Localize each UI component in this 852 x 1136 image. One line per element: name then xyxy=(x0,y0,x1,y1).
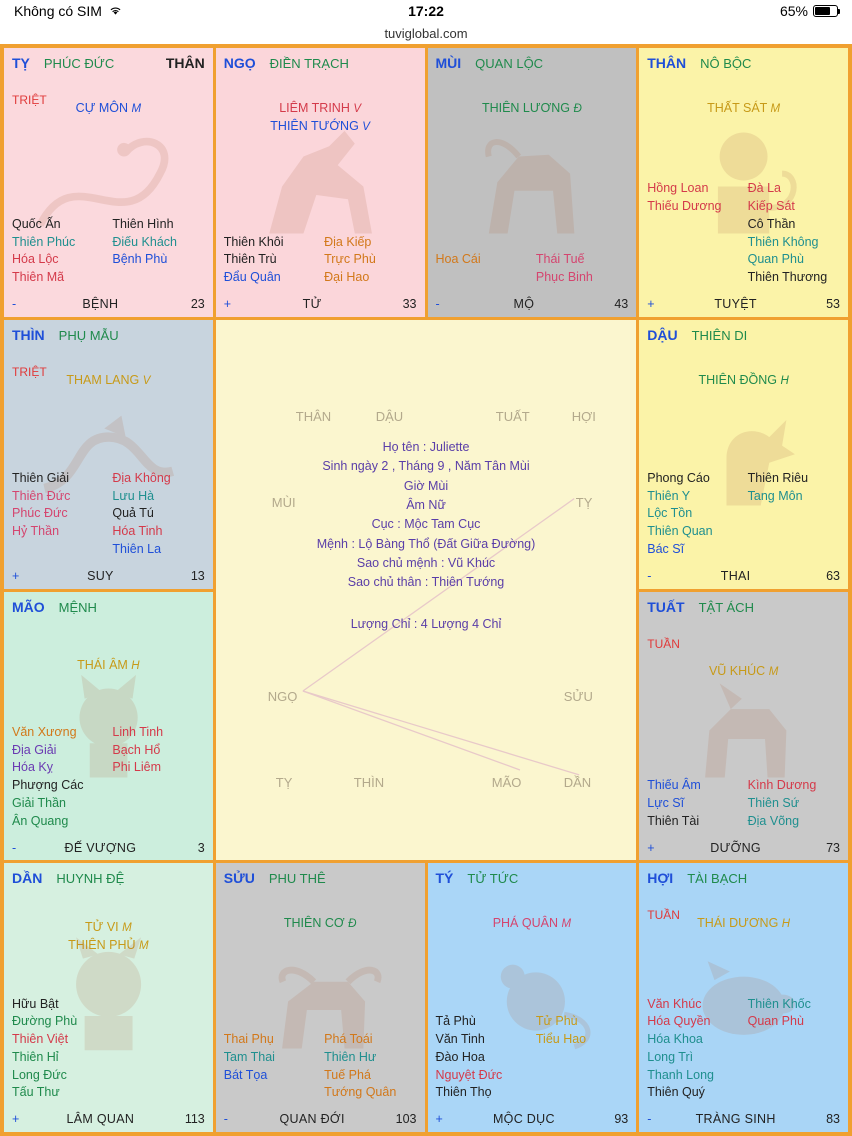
major-star: THIÊN CƠ Đ xyxy=(283,916,357,931)
star: Thiếu Dương xyxy=(647,199,722,213)
age-number: 43 xyxy=(614,297,629,311)
astrology-chart-grid xyxy=(4,48,848,1132)
major-star: PHÁ QUÂN M xyxy=(492,916,572,931)
star: Lực Sĩ xyxy=(647,795,685,810)
life-phase: TỬ xyxy=(302,297,322,311)
center-branch-label: HỢI xyxy=(571,408,596,424)
star: Thiên Hư xyxy=(324,1049,377,1064)
minor-stars-right xyxy=(748,777,840,830)
star: Bệnh Phù xyxy=(112,252,168,267)
age-number: 63 xyxy=(826,568,840,583)
minor-stars xyxy=(436,1013,629,1102)
minor-stars-right xyxy=(748,470,840,559)
palace-footer xyxy=(436,1111,629,1129)
minor-stars xyxy=(12,996,205,1103)
palace-name: PHỤ MẪU xyxy=(58,327,119,343)
palace-footer xyxy=(647,568,840,586)
palace-footer xyxy=(647,296,840,314)
palace-name: MỆNH xyxy=(58,599,97,615)
star: Thiên Phúc xyxy=(12,234,76,249)
palace-branch: DẦN xyxy=(12,870,43,887)
star: Thiên Trù xyxy=(223,252,277,267)
life-phase: SUY xyxy=(87,568,114,583)
minor-stars-left xyxy=(12,216,104,287)
minor-stars xyxy=(224,234,417,287)
minor-stars xyxy=(12,724,205,831)
browser-url-bar[interactable] xyxy=(0,22,852,44)
star: Hóa Kỵ xyxy=(12,760,53,775)
palace-branch: TUẤT xyxy=(647,598,685,615)
palace-footer xyxy=(647,1111,840,1129)
minor-stars-right xyxy=(536,251,628,287)
life-phase: MỘ xyxy=(513,297,535,311)
minor-stars-right xyxy=(748,996,840,1103)
star: Hồng Loan xyxy=(647,181,709,196)
palace-hoi-tai-bach[interactable] xyxy=(639,863,848,1132)
palace-mui-quan-loc[interactable] xyxy=(428,48,637,317)
star: Hỷ Thần xyxy=(12,524,60,538)
age-number: 53 xyxy=(826,297,840,311)
carrier-label: Không có SIM xyxy=(14,3,102,19)
star: Long Đức xyxy=(12,1067,67,1082)
minor-stars-left xyxy=(12,996,104,1103)
palace-footer xyxy=(647,840,840,858)
astrology-chart-frame xyxy=(0,44,852,1136)
star: Bát Tọa xyxy=(223,1067,268,1082)
star: Long Trì xyxy=(647,1049,694,1064)
star: Thái Tuế xyxy=(535,252,585,267)
palace-branch: NGỌ xyxy=(223,55,256,71)
star: Thiên Mã xyxy=(12,270,65,284)
star: Quan Phù xyxy=(747,252,804,267)
palace-name: TỬ TỨC xyxy=(467,871,519,887)
palace-tuat-tat-ach[interactable] xyxy=(639,592,848,861)
palace-footer xyxy=(224,1111,417,1129)
polarity-sign: + xyxy=(647,297,655,311)
palace-name: PHÚC ĐỨC xyxy=(43,56,115,71)
star: Thiên Không xyxy=(747,234,819,249)
palace-footer xyxy=(224,296,417,314)
star: Hoa Cái xyxy=(435,252,481,267)
palace-name: QUAN LỘC xyxy=(475,56,544,71)
info-line: Âm Nữ xyxy=(406,497,446,512)
palace-header xyxy=(12,54,205,74)
palace-header xyxy=(436,869,629,889)
wifi-icon xyxy=(108,3,123,19)
palace-header xyxy=(436,54,629,74)
life-phase: ĐẾ VƯỢNG xyxy=(64,840,137,855)
info-line: Họ tên : Juliette xyxy=(382,439,470,454)
star: Cô Thần xyxy=(747,216,796,231)
palace-header xyxy=(647,869,840,889)
major-star: VŨ KHÚC M xyxy=(708,664,779,679)
minor-stars-left xyxy=(12,724,104,831)
star: Đường Phù xyxy=(12,1014,78,1029)
palace-suu-phu-the[interactable] xyxy=(216,863,425,1132)
center-branch-label: NGỌ xyxy=(267,688,298,704)
than-marker: THÂN xyxy=(165,55,205,71)
url-text: tuviglobal.com xyxy=(384,25,468,41)
polarity-sign: - xyxy=(12,840,17,855)
minor-stars xyxy=(436,251,629,287)
polarity-sign: + xyxy=(12,568,20,583)
clock: 17:22 xyxy=(408,3,444,19)
age-number: 23 xyxy=(190,297,205,311)
minor-stars xyxy=(224,1031,417,1102)
palace-name: TÀI BẠCH xyxy=(687,871,748,887)
star: Phượng Các xyxy=(12,778,84,792)
palace-ngo-dien-trach[interactable] xyxy=(216,48,425,317)
triet-marker: TRIỆT xyxy=(12,364,47,379)
major-stars xyxy=(436,100,629,118)
polarity-sign: - xyxy=(435,297,440,311)
star: Thiếu Âm xyxy=(647,778,701,792)
major-star: THIÊN TƯỚNG V xyxy=(270,118,370,133)
star: Thiên Thương xyxy=(747,270,828,284)
minor-stars xyxy=(647,470,840,559)
age-number: 73 xyxy=(826,840,840,855)
star: Thiên Hình xyxy=(112,216,174,231)
star: Thiên Thọ xyxy=(435,1085,492,1100)
battery-icon xyxy=(813,5,838,17)
tuan-marker: TUẦN xyxy=(647,908,680,923)
star: Địa Võng xyxy=(747,813,800,828)
minor-stars-right xyxy=(112,996,204,1103)
minor-stars-left xyxy=(647,470,739,559)
palace-header xyxy=(647,326,840,346)
star: Đẩu Quân xyxy=(223,270,281,284)
star: Quả Tú xyxy=(112,506,154,521)
palace-branch: MÃO xyxy=(12,598,45,615)
star: Hóa Lộc xyxy=(12,252,59,267)
major-star: CỰ MÔN M xyxy=(75,100,142,115)
minor-stars-left xyxy=(436,251,528,287)
star: Thiên Khốc xyxy=(747,996,811,1011)
minor-stars xyxy=(12,216,205,287)
life-phase: THAI xyxy=(720,568,751,583)
minor-stars-right xyxy=(112,724,204,831)
palace-ty-phuc-duc[interactable] xyxy=(4,48,213,317)
star: Tang Môn xyxy=(747,488,803,503)
age-number: 33 xyxy=(402,297,417,311)
major-stars xyxy=(224,915,417,933)
palace-dan-huynh-de[interactable] xyxy=(4,863,213,1132)
star: Phúc Đức xyxy=(12,506,68,521)
palace-name: THIÊN DI xyxy=(691,327,748,343)
palace-footer xyxy=(12,296,205,314)
palace-header xyxy=(647,54,840,74)
polarity-sign: + xyxy=(12,1112,20,1127)
star: Thiên Đức xyxy=(12,488,71,503)
major-star: THIÊN LƯƠNG Đ xyxy=(481,100,582,115)
star: Nguyệt Đức xyxy=(435,1067,503,1082)
center-branch-label: THÂN xyxy=(295,408,332,424)
palace-footer xyxy=(12,1111,205,1129)
polarity-sign: - xyxy=(223,1112,228,1127)
star: Tiểu Hao xyxy=(535,1032,587,1046)
star: Phá Toái xyxy=(324,1032,373,1046)
star: Hữu Bật xyxy=(12,996,59,1011)
star: Thanh Long xyxy=(647,1067,714,1082)
polarity-sign: + xyxy=(435,1112,443,1127)
star: Linh Tinh xyxy=(112,724,164,739)
life-phase: TUYỆT xyxy=(714,297,757,311)
star: Văn Xương xyxy=(12,724,77,739)
star: Tướng Quân xyxy=(324,1085,397,1100)
star: Quốc Ấn xyxy=(12,216,61,231)
star: Hóa Khoa xyxy=(647,1032,703,1046)
star: Địa Kiếp xyxy=(324,234,372,249)
star: Thiên Sứ xyxy=(747,795,800,810)
status-bar-right xyxy=(444,3,838,19)
palace-footer xyxy=(12,568,205,586)
age-number: 113 xyxy=(184,1112,205,1127)
major-star: THAM LANG V xyxy=(66,372,151,387)
major-star: THẤT SÁT M xyxy=(707,100,781,115)
star: Phục Binh xyxy=(535,270,593,284)
minor-stars-right xyxy=(324,234,416,287)
star: Tả Phù xyxy=(435,1014,476,1029)
age-number: 3 xyxy=(197,840,205,855)
star: Hóa Tinh xyxy=(112,524,163,538)
minor-stars-left xyxy=(12,470,104,559)
star: Kình Dương xyxy=(747,778,817,792)
star: Hóa Quyền xyxy=(647,1014,711,1029)
star: Lưu Hà xyxy=(112,488,155,503)
palace-branch: THÂN xyxy=(647,55,687,71)
palace-branch: TỴ xyxy=(12,55,30,71)
life-phase: BỆNH xyxy=(82,297,119,311)
info-line: Sao chủ mệnh : Vũ Khúc xyxy=(356,556,496,570)
center-branch-label: TỴ xyxy=(575,494,593,510)
info-line: Mệnh : Lộ Bàng Thổ (Đất Giữa Đường) xyxy=(316,536,536,551)
star: Quan Phù xyxy=(747,1014,804,1029)
palace-name: HUYNH ĐỆ xyxy=(56,871,125,887)
minor-stars-right xyxy=(112,216,204,287)
major-star: TỬ VI M xyxy=(85,920,132,935)
palace-header xyxy=(224,54,417,74)
major-star: THÁI DƯƠNG H xyxy=(697,916,791,931)
star: Giải Thần xyxy=(12,795,66,810)
palace-header xyxy=(12,326,205,346)
status-bar-left xyxy=(14,3,408,19)
minor-stars-left xyxy=(224,234,316,287)
minor-stars-left xyxy=(647,180,739,287)
triet-marker: TRIỆT xyxy=(12,93,47,107)
star: Điếu Khách xyxy=(112,234,177,249)
star: Địa Không xyxy=(112,470,171,485)
star: Văn Khúc xyxy=(647,996,702,1011)
star: Ân Quang xyxy=(12,813,69,828)
palace-branch: HỢI xyxy=(647,870,674,887)
minor-stars xyxy=(647,996,840,1103)
major-star: THIÊN PHỦ M xyxy=(68,937,149,952)
star: Tử Phù xyxy=(535,1014,578,1029)
polarity-sign: - xyxy=(647,1112,652,1127)
star: Đà La xyxy=(747,181,781,196)
major-stars xyxy=(12,657,205,675)
minor-stars-right xyxy=(324,1031,416,1102)
major-star: THÁI ÂM H xyxy=(77,658,140,673)
major-stars xyxy=(436,915,629,933)
age-number: 103 xyxy=(395,1112,417,1127)
star: Đại Hao xyxy=(324,270,370,284)
life-phase: TRÀNG SINH xyxy=(695,1112,776,1127)
palace-than-no-boc[interactable] xyxy=(639,48,848,317)
major-star: THIÊN ĐỒNG H xyxy=(698,372,789,387)
palace-header xyxy=(12,598,205,618)
minor-stars xyxy=(647,777,840,830)
star: Đào Hoa xyxy=(435,1049,485,1064)
center-branch-label: TỴ xyxy=(275,774,293,790)
major-stars xyxy=(224,100,417,136)
palace-name: PHU THÊ xyxy=(268,871,326,887)
luong-chi: Lượng Chỉ : 4 Lượng 4 Chỉ xyxy=(350,616,502,631)
major-stars xyxy=(647,100,840,118)
native-info xyxy=(224,438,629,634)
palace-footer xyxy=(12,840,205,858)
star: Phong Cáo xyxy=(647,470,710,485)
star: Thiên Giải xyxy=(12,470,69,485)
palace-name: ĐIỀN TRẠCH xyxy=(269,56,349,71)
center-info-panel xyxy=(216,320,637,861)
star: Tam Thai xyxy=(223,1049,275,1064)
minor-stars xyxy=(647,180,840,287)
star: Phi Liêm xyxy=(112,760,162,775)
star: Thiên Hỉ xyxy=(12,1049,59,1064)
age-number: 93 xyxy=(614,1112,629,1127)
age-number: 13 xyxy=(190,568,205,583)
star: Kiếp Sát xyxy=(747,199,795,213)
star: Bạch Hổ xyxy=(112,742,161,757)
life-phase: DƯỠNG xyxy=(710,840,761,855)
info-line: Cục : Mộc Tam Cục xyxy=(371,517,481,532)
center-branch-label: DẦN xyxy=(563,774,592,790)
palace-footer xyxy=(436,296,629,314)
palace-thin-phu-mau[interactable] xyxy=(4,320,213,589)
major-stars xyxy=(647,663,840,681)
minor-stars-right xyxy=(112,470,204,559)
palace-branch: DẬU xyxy=(647,326,678,343)
life-phase: QUAN ĐỚI xyxy=(279,1112,345,1127)
minor-stars-left xyxy=(436,1013,528,1102)
polarity-sign: - xyxy=(12,297,17,311)
palace-header xyxy=(224,869,417,889)
polarity-sign: + xyxy=(647,840,655,855)
palace-branch: SỬU xyxy=(223,870,255,887)
minor-stars-right xyxy=(536,1013,628,1102)
star: Thiên Quan xyxy=(647,524,713,538)
age-number: 83 xyxy=(826,1112,840,1127)
palace-name: NÔ BỘC xyxy=(700,56,752,71)
center-branch-label: DẬU xyxy=(375,408,404,424)
star: Tuế Phá xyxy=(324,1067,371,1082)
star: Tấu Thư xyxy=(12,1085,60,1100)
palace-branch: TÝ xyxy=(435,870,454,887)
star: Thiên Việt xyxy=(12,1032,69,1046)
star: Bác Sĩ xyxy=(647,541,685,556)
minor-stars-left xyxy=(224,1031,316,1102)
star: Thiên Riêu xyxy=(747,470,809,485)
star: Thiên La xyxy=(112,541,162,556)
info-line: Sao chủ thân : Thiên Tướng xyxy=(347,575,505,590)
battery-percent-label: 65% xyxy=(779,3,808,19)
palace-name: TẬT ÁCH xyxy=(698,599,754,615)
star: Văn Tinh xyxy=(435,1032,485,1046)
star: Trực Phù xyxy=(324,252,376,267)
polarity-sign: - xyxy=(647,568,652,583)
palace-mao-menh[interactable] xyxy=(4,592,213,861)
polarity-sign: + xyxy=(223,297,232,311)
palace-dau-thien-di[interactable] xyxy=(639,320,848,589)
center-branch-label: MÙI xyxy=(271,494,296,510)
minor-stars-right xyxy=(748,180,840,287)
center-branch-label: TUẤT xyxy=(495,408,530,424)
palace-ty-tu-tuc[interactable] xyxy=(428,863,637,1132)
palace-branch: MÙI xyxy=(435,55,462,71)
life-phase: LÂM QUAN xyxy=(66,1112,135,1127)
life-phase: MỘC DỤC xyxy=(492,1112,555,1127)
palace-branch: THÌN xyxy=(12,326,45,343)
star: Lộc Tồn xyxy=(647,506,693,521)
tuan-marker: TUẦN xyxy=(647,636,680,651)
minor-stars-left xyxy=(647,777,739,830)
minor-stars-left xyxy=(647,996,739,1103)
palace-header xyxy=(12,869,205,889)
major-stars xyxy=(12,919,205,955)
star: Thiên Y xyxy=(647,488,691,503)
palace-header xyxy=(647,598,840,618)
center-branch-label: MÃO xyxy=(491,774,522,790)
star: Địa Giải xyxy=(12,742,57,757)
center-branch-label: SỬU xyxy=(563,688,593,704)
info-line: Giờ Mùi xyxy=(403,478,449,493)
star: Thiên Khôi xyxy=(223,234,284,249)
info-line: Sinh ngày 2 , Tháng 9 , Năm Tân Mùi xyxy=(322,459,530,474)
star: Thai Phụ xyxy=(223,1032,274,1046)
major-star: LIÊM TRINH V xyxy=(279,100,361,115)
center-branch-label: THÌN xyxy=(353,774,385,790)
star: Thiên Tài xyxy=(647,813,700,828)
status-bar xyxy=(0,0,852,22)
star: Thiên Quý xyxy=(647,1085,705,1100)
minor-stars xyxy=(12,470,205,559)
major-stars xyxy=(647,372,840,390)
